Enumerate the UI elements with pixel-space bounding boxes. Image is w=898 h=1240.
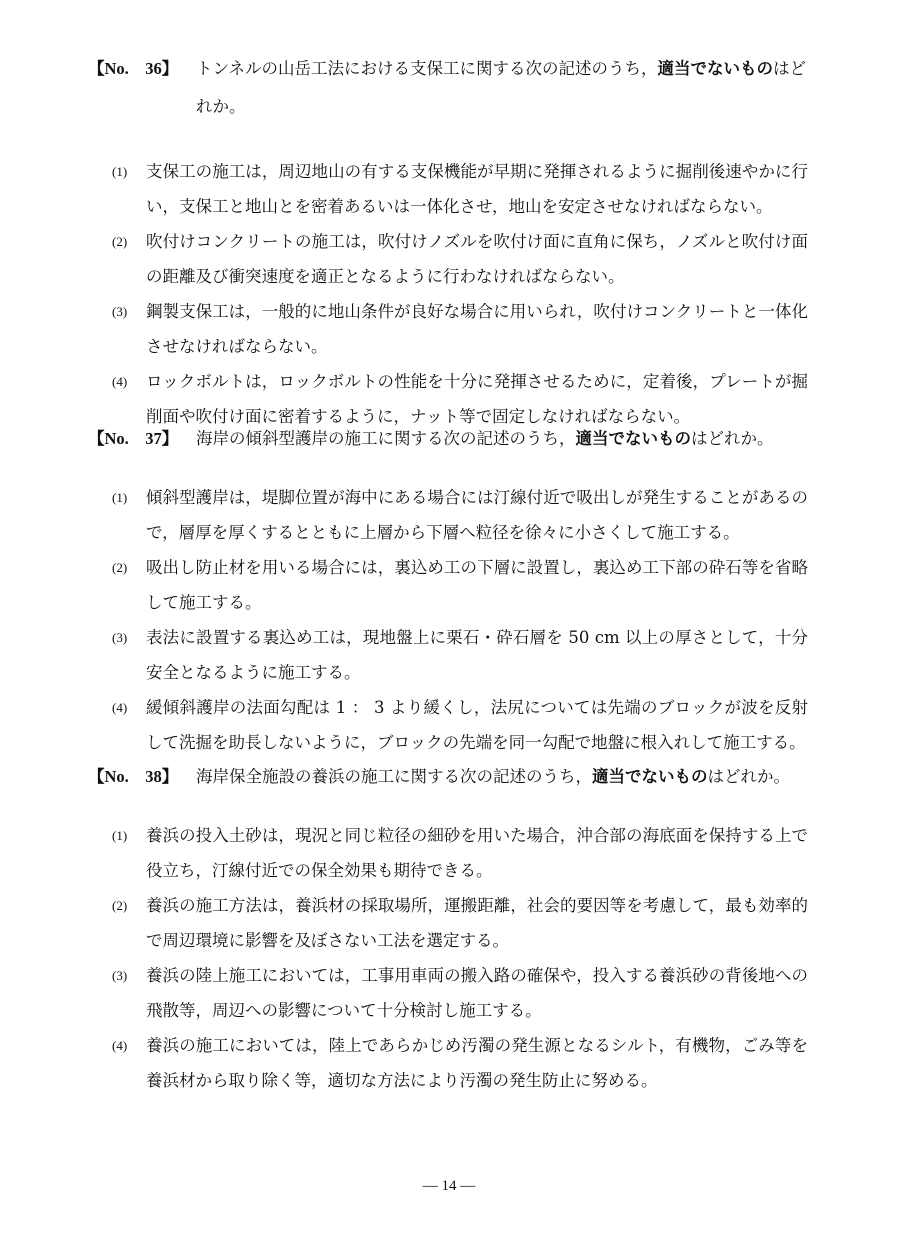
option-label: (1) bbox=[112, 490, 128, 505]
option-text: 表法に設置する裏込め工は，現地盤上に栗石・砕石層を 50 cm 以上の厚さとして，十分安全となるように施工する。 bbox=[146, 628, 808, 682]
option-1 bbox=[88, 154, 808, 224]
question-stem-ending: はどれか。 bbox=[691, 429, 774, 448]
option-text: 鋼製支保工は，一般的に地山条件が良好な場合に用いられ，吹付けコンクリートと一体化させなければならない。 bbox=[146, 302, 808, 356]
question-stem-text: 海岸の傾斜型護岸の施工に関する次の記述のうち， bbox=[196, 429, 576, 448]
option-label: (3) bbox=[112, 304, 128, 319]
question-header bbox=[88, 50, 808, 126]
question-37 bbox=[88, 420, 808, 760]
question-stem bbox=[196, 758, 808, 796]
question-stem-ending: はどれか。 bbox=[707, 767, 790, 786]
question-38 bbox=[88, 758, 808, 1098]
question-header bbox=[88, 758, 808, 796]
option-2 bbox=[88, 224, 808, 294]
question-stem-emphasis: 適当でないもの bbox=[575, 429, 691, 448]
answer-options bbox=[88, 154, 808, 434]
question-stem bbox=[196, 420, 808, 458]
option-4 bbox=[88, 1028, 808, 1098]
option-2 bbox=[88, 550, 808, 620]
option-4 bbox=[88, 690, 808, 760]
option-3 bbox=[88, 958, 808, 1028]
option-text: 支保工の施工は，周辺地山の有する支保機能が早期に発揮されるように掘削後速やかに行い，支保工と地山とを密着あるいは一体化させ，地山を安定させなければならない。 bbox=[146, 162, 808, 216]
question-stem-emphasis: 適当でないもの bbox=[657, 59, 774, 78]
question-stem-emphasis: 適当でないもの bbox=[592, 767, 708, 786]
option-text: 吹付けコンクリートの施工は，吹付けノズルを吹付け面に直角に保ち，ノズルと吹付け面の距離及び衝突速度を適正となるように行わなければならない。 bbox=[146, 232, 808, 286]
option-label: (2) bbox=[112, 898, 128, 913]
option-label: (2) bbox=[112, 234, 128, 249]
option-label: (4) bbox=[112, 700, 128, 715]
option-label: (2) bbox=[112, 560, 128, 575]
question-36 bbox=[88, 50, 808, 434]
option-3 bbox=[88, 620, 808, 690]
question-stem-text: トンネルの山岳工法における支保工に関する次の記述のうち， bbox=[196, 59, 658, 78]
question-number: 【No. 37】 bbox=[88, 429, 179, 448]
option-text: 傾斜型護岸は，堤脚位置が海中にある場合には汀線付近で吸出しが発生することがあるので，層厚を厚くするとともに上層から下層へ粒径を徐々に小さくして施工する。 bbox=[146, 488, 808, 542]
option-text: 養浜の施工方法は，養浜材の採取場所，運搬距離，社会的要因等を考慮して，最も効率的で周辺環境に影響を及ぼさない工法を選定する。 bbox=[146, 896, 808, 950]
question-stem bbox=[196, 50, 808, 126]
option-label: (3) bbox=[112, 968, 128, 983]
option-label: (1) bbox=[112, 164, 128, 179]
option-text: 緩傾斜護岸の法面勾配は 1 ： 3 より緩くし，法尻については先端のブロックが波を反射して洗掘を助長しないように，ブロックの先端を同一勾配で地盤に根入れして施工する。 bbox=[146, 698, 808, 752]
question-number: 【No. 38】 bbox=[88, 767, 179, 786]
answer-options bbox=[88, 480, 808, 760]
option-3 bbox=[88, 294, 808, 364]
option-text: 養浜の陸上施工においては，工事用車両の搬入路の確保や，投入する養浜砂の背後地への飛散等，周辺への影響について十分検討し施工する。 bbox=[146, 966, 808, 1020]
option-label: (4) bbox=[112, 1038, 128, 1053]
question-number: 【No. 36】 bbox=[88, 59, 179, 78]
option-label: (1) bbox=[112, 828, 128, 843]
option-text: ロックボルトは，ロックボルトの性能を十分に発揮させるために，定着後，プレートが掘削面や吹付け面に密着するように，ナット等で固定しなければならない。 bbox=[146, 372, 808, 426]
option-label: (4) bbox=[112, 374, 128, 389]
option-text: 養浜の施工においては，陸上であらかじめ汚濁の発生源となるシルト，有機物，ごみ等を養浜材から取り除く等，適切な方法により汚濁の発生防止に努める。 bbox=[146, 1036, 808, 1090]
option-2 bbox=[88, 888, 808, 958]
answer-options bbox=[88, 818, 808, 1098]
option-text: 養浜の投入土砂は，現況と同じ粒径の細砂を用いた場合，沖合部の海底面を保持する上で役立ち，汀線付近での保全効果も期待できる。 bbox=[146, 826, 808, 880]
question-header bbox=[88, 420, 808, 458]
question-stem-ending: はどれか。 bbox=[196, 59, 807, 116]
page-number: ― 14 ― bbox=[422, 1178, 476, 1194]
question-stem-text: 海岸保全施設の養浜の施工に関する次の記述のうち， bbox=[196, 767, 592, 786]
option-label: (3) bbox=[112, 630, 128, 645]
option-1 bbox=[88, 480, 808, 550]
option-1 bbox=[88, 818, 808, 888]
option-text: 吸出し防止材を用いる場合には，裏込め工の下層に設置し，裏込め工下部の砕石等を省略して施工する。 bbox=[146, 558, 808, 612]
